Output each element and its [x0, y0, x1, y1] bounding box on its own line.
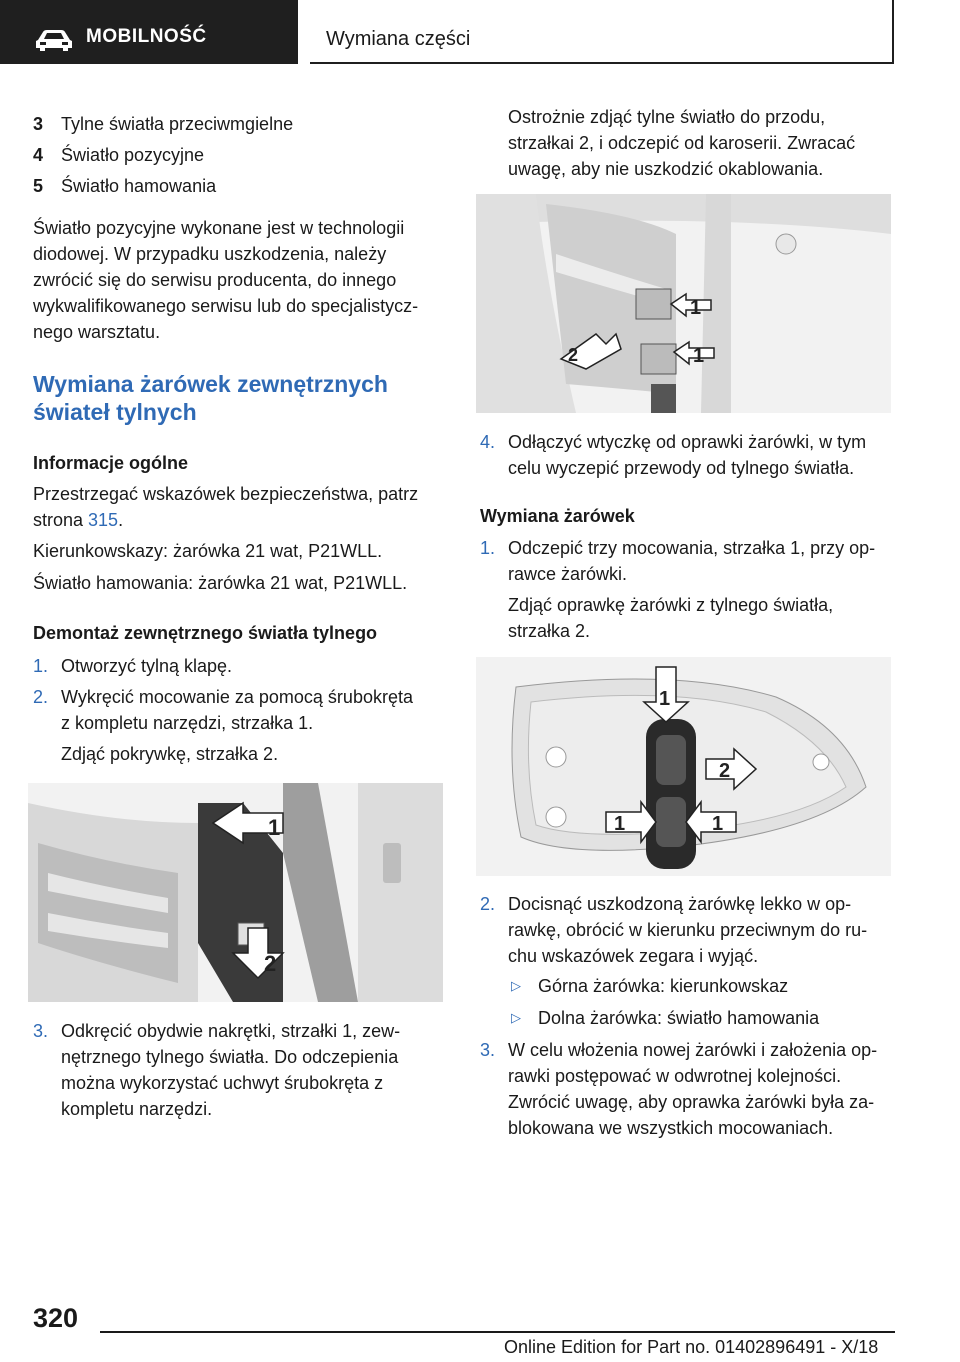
subheading-bulbs: Wymiana żarówek — [480, 506, 635, 526]
figure-bulb-holder-drawing — [476, 657, 891, 876]
step-text: Otworzyć tylną klapę. — [61, 656, 233, 676]
safety-line: Przestrzegać wskazówek bezpieczeństwa, patrz — [33, 484, 419, 504]
legend-number: 5 — [33, 176, 44, 196]
led-paragraph-line: nego warsztatu. — [33, 322, 161, 342]
step-sub-text: strzałka 2. — [508, 621, 591, 641]
callout-label: 2 — [719, 760, 731, 782]
step-text: Odkręcić obydwie nakrętki, strzałki 1, zew‐ — [61, 1021, 401, 1041]
step-number: 2. — [480, 894, 496, 914]
legend-text: Światło hamowania — [61, 176, 217, 196]
figure-taillight-removal — [476, 194, 891, 413]
indicators-spec: Kierunkowskazy: żarówka 21 wat, P21WLL. — [33, 541, 383, 561]
step-text: rawki postępować w odwrotnej kolejności. — [508, 1066, 842, 1086]
bullet-text: Górna żarówka: kierunkowskaz — [538, 976, 789, 996]
callout-label: 1 — [614, 813, 626, 835]
led-paragraph-line: wykwalifikowanego serwisu lub do specjalistycz‐ — [33, 296, 419, 316]
chapter-title: Wymiana części — [326, 28, 471, 50]
step-text: blokowana we wszystkich mocowaniach. — [508, 1118, 834, 1138]
step-text: nętrznego tylnego światła. Do odczepienia — [61, 1047, 399, 1067]
chapter-tab — [310, 0, 894, 64]
figure-tailgate-cover — [28, 783, 443, 1002]
subheading-removal: Demontaż zewnętrznego światła tylnego — [33, 623, 378, 643]
step-text: rawce żarówki. — [508, 564, 628, 584]
callout-label: 1 — [268, 815, 281, 840]
section-heading: Wymiana żarówek zewnętrznych — [33, 371, 388, 397]
callout-label: 1 — [712, 813, 724, 835]
subheading-general: Informacje ogólne — [33, 453, 189, 473]
led-paragraph-line: zwrócić się do serwisu producenta, do innego — [33, 270, 397, 290]
edition-note: Online Edition for Part no. 01402896491 - X/18 — [504, 1337, 879, 1357]
careful-text: strzałkai 2, i odczepić od karoserii. Zwracać — [508, 133, 856, 153]
callout-label: 2 — [264, 951, 277, 976]
section-title: MOBILNOŚĆ — [86, 26, 207, 47]
figure-tailgate-cover-drawing — [28, 783, 443, 1002]
step-number: 4. — [480, 432, 496, 452]
safety-ref — [33, 507, 123, 533]
page-number: 320 — [33, 1303, 79, 1333]
legend-number: 4 — [33, 145, 44, 165]
step-number: 2. — [33, 687, 49, 707]
safety-suffix: . — [118, 510, 124, 530]
step-text: Odczepić trzy mocowania, strzałka 1, przy op‐ — [508, 538, 876, 558]
led-paragraph-line: diodowej. W przypadku uszkodzenia, należy — [33, 244, 387, 264]
callout-label: 2 — [568, 345, 579, 365]
legend-text: Światło pozycyjne — [61, 145, 205, 165]
step-text: Wykręcić mocowanie za pomocą śrubokręta — [61, 687, 413, 707]
step-text: Zwrócić uwagę, aby oprawka żarówki była za‐ — [508, 1092, 875, 1112]
step-text: kompletu narzędzi. — [61, 1099, 213, 1119]
step-text: chu wskazówek zegara i wyjąć. — [508, 946, 759, 966]
car-icon — [34, 28, 74, 52]
legend-number: 3 — [33, 114, 44, 134]
careful-text: Ostrożnie zdjąć tylne światło do przodu, — [508, 107, 826, 127]
step-number: 1. — [33, 656, 49, 676]
triangle-bullet-icon: ▷ — [511, 978, 521, 993]
callout-label: 1 — [693, 345, 705, 367]
careful-text: uwagę, aby nie uszkodzić okablowania. — [508, 159, 824, 179]
step-text: celu wyczepić przewody od tylnego światła. — [508, 458, 855, 478]
step-text: można wykorzystać uchwyt śrubokręta z — [61, 1073, 384, 1093]
safety-prefix: strona — [33, 510, 89, 530]
step-number: 3. — [33, 1021, 49, 1041]
callout-label: 1 — [659, 688, 671, 710]
step-text: z kompletu narzędzi, strzałka 1. — [61, 713, 314, 733]
bullet-text: Dolna żarówka: światło hamowania — [538, 1008, 820, 1028]
triangle-bullet-icon: ▷ — [511, 1010, 521, 1025]
page-link[interactable]: 315 — [88, 510, 119, 530]
section-tab — [0, 0, 298, 64]
led-paragraph-line: Światło pozycyjne wykonane jest w technologii — [33, 218, 405, 238]
step-sub-text: Zdjąć pokrywkę, strzałka 2. — [61, 744, 279, 764]
step-number: 1. — [480, 538, 496, 558]
footer-divider — [100, 1331, 895, 1333]
step-text: Odłączyć wtyczkę od oprawki żarówki, w tym — [508, 432, 867, 452]
step-number: 3. — [480, 1040, 496, 1060]
step-text: rawkę, obrócić w kierunku przeciwnym do ru‐ — [508, 920, 868, 940]
step-text: W celu włożenia nowej żarówki i założenia op‐ — [508, 1040, 878, 1060]
step-sub-text: Zdjąć oprawkę żarówki z tylnego światła, — [508, 595, 834, 615]
figure-taillight-removal-drawing — [476, 194, 891, 413]
legend-text: Tylne światła przeciwmgielne — [61, 114, 294, 134]
callout-label: 1 — [690, 297, 702, 319]
step-text: Docisnąć uszkodzoną żarówkę lekko w op‐ — [508, 894, 852, 914]
brake-spec: Światło hamowania: żarówka 21 wat, P21WLL. — [33, 573, 408, 593]
figure-bulb-holder — [476, 657, 891, 876]
section-heading: świateł tylnych — [33, 399, 197, 425]
